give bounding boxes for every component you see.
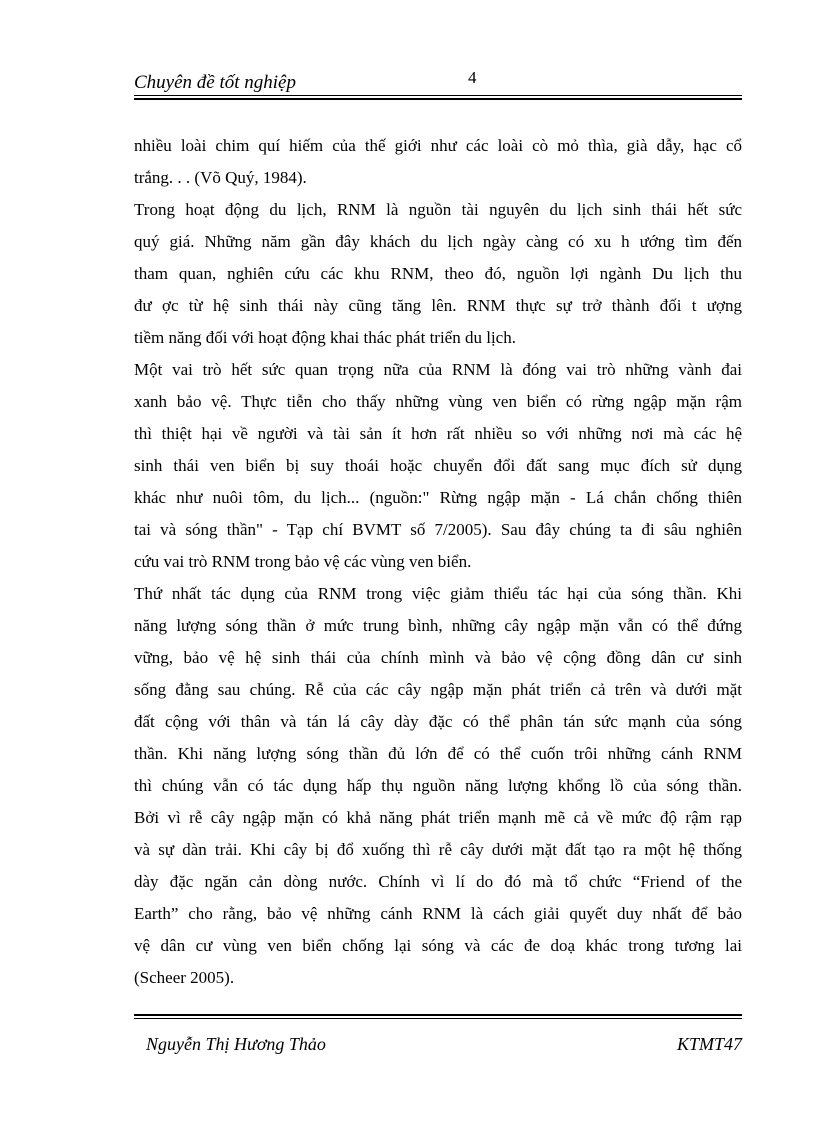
text-line: đất cộng với thân và tán lá cây dày đặc có thể phân tán sức mạnh của sóng bbox=[134, 712, 742, 731]
text-line: Thứ nhất tác dụng của RNM trong việc giảm thiểu tác hại của sóng thần. Khi bbox=[134, 584, 742, 603]
text-line: xanh bảo vệ. Thực tiễn cho thấy những vùng ven biển có rừng ngập mặn rậm bbox=[134, 392, 742, 411]
text-line: tai và sóng thần" - Tạp chí BVMT số 7/2005). Sau đây chúng ta đi sâu nghiên bbox=[134, 520, 742, 539]
document-title: Chuyên đề tốt nghiệp bbox=[134, 72, 296, 93]
text-line: dày đặc ngăn cản dòng nước. Chính vì lí do đó mà tổ chức “Friend of the bbox=[134, 872, 742, 891]
text-line: vệ dân cư vùng ven biển chống lại sóng và các đe doạ khác trong tương lai bbox=[134, 936, 742, 955]
footer-author: Nguyễn Thị Hương Thảo bbox=[146, 1034, 326, 1054]
text-line: đư ợc từ hệ sinh thái này cũng tăng lên. RNM thực sự trở thành đối t ượng bbox=[134, 296, 742, 315]
text-line: thì chúng vẫn có tác dụng hấp thụ nguồn năng lượng khổng lồ của sóng thần. bbox=[134, 776, 742, 795]
text-line: thần. Khi năng lượng sóng thần đủ lớn để có thể cuốn trôi những cánh RNM bbox=[134, 744, 742, 763]
text-line: sinh thái ven biển bị suy thoái hoặc chuyển đổi đất sang mục đích sử dụng bbox=[134, 456, 742, 475]
text-line: thì thiệt hại về người và tài sản ít hơn rất nhiều so với những nơi mà các hệ bbox=[134, 424, 742, 443]
text-line: Một vai trò hết sức quan trọng nữa của RNM là đóng vai trò những vành đai bbox=[134, 360, 742, 379]
text-line: Earth” cho rằng, bảo vệ những cánh RNM là cách giải quyết duy nhất để bảo bbox=[134, 904, 742, 923]
text-line: Trong hoạt động du lịch, RNM là nguồn tài nguyên du lịch sinh thái hết sức bbox=[134, 200, 742, 219]
footer-rule bbox=[134, 1014, 742, 1019]
text-line: năng lượng sóng thần ở mức trung bình, những cây ngập mặn vẫn có thể đứng bbox=[134, 616, 742, 635]
text-line: (Scheer 2005). bbox=[134, 968, 235, 987]
text-line: tiềm năng đối với hoạt động khai thác phát triển du lịch. bbox=[134, 328, 516, 347]
text-line: trắng. . . (Võ Quý, 1984). bbox=[134, 168, 307, 187]
text-line: sống đằng sau chúng. Rễ của các cây ngập mặn phát triển cả trên và dưới mặt bbox=[134, 680, 742, 699]
text-line: quý giá. Những năm gần đây khách du lịch ngày càng có xu h ướng tìm đến bbox=[134, 232, 742, 251]
text-line: và sự dàn trải. Khi cây bị đổ xuống thì rễ cây dưới mặt đất tạo ra một hệ thống bbox=[134, 840, 742, 859]
page-footer bbox=[134, 1034, 742, 1062]
header-rule bbox=[134, 95, 742, 100]
footer-class-code: KTMT47 bbox=[676, 1034, 742, 1054]
text-line: tham quan, nghiên cứu các khu RNM, theo đó, nguồn lợi ngành Du lịch thu bbox=[134, 264, 742, 283]
document-body bbox=[134, 130, 742, 994]
page-number: 4 bbox=[468, 68, 477, 87]
text-line: khác như nuôi tôm, du lịch... (nguồn:" Rừng ngập mặn - Lá chắn chống thiên bbox=[134, 488, 742, 507]
text-line: nhiều loài chim quí hiếm của thế giới như các loài cò mỏ thìa, già dẫy, hạc cổ bbox=[134, 136, 742, 155]
text-line: cứu vai trò RNM trong bảo vệ các vùng ven biển. bbox=[134, 552, 472, 571]
text-line: vững, bảo vệ hệ sinh thái của chính mình và bảo vệ cộng đồng dân cư sinh bbox=[134, 648, 742, 667]
text-line: Bởi vì rễ cây ngập mặn có khả năng phát triển mạnh mẽ cả về mức độ rậm rạp bbox=[134, 808, 742, 827]
